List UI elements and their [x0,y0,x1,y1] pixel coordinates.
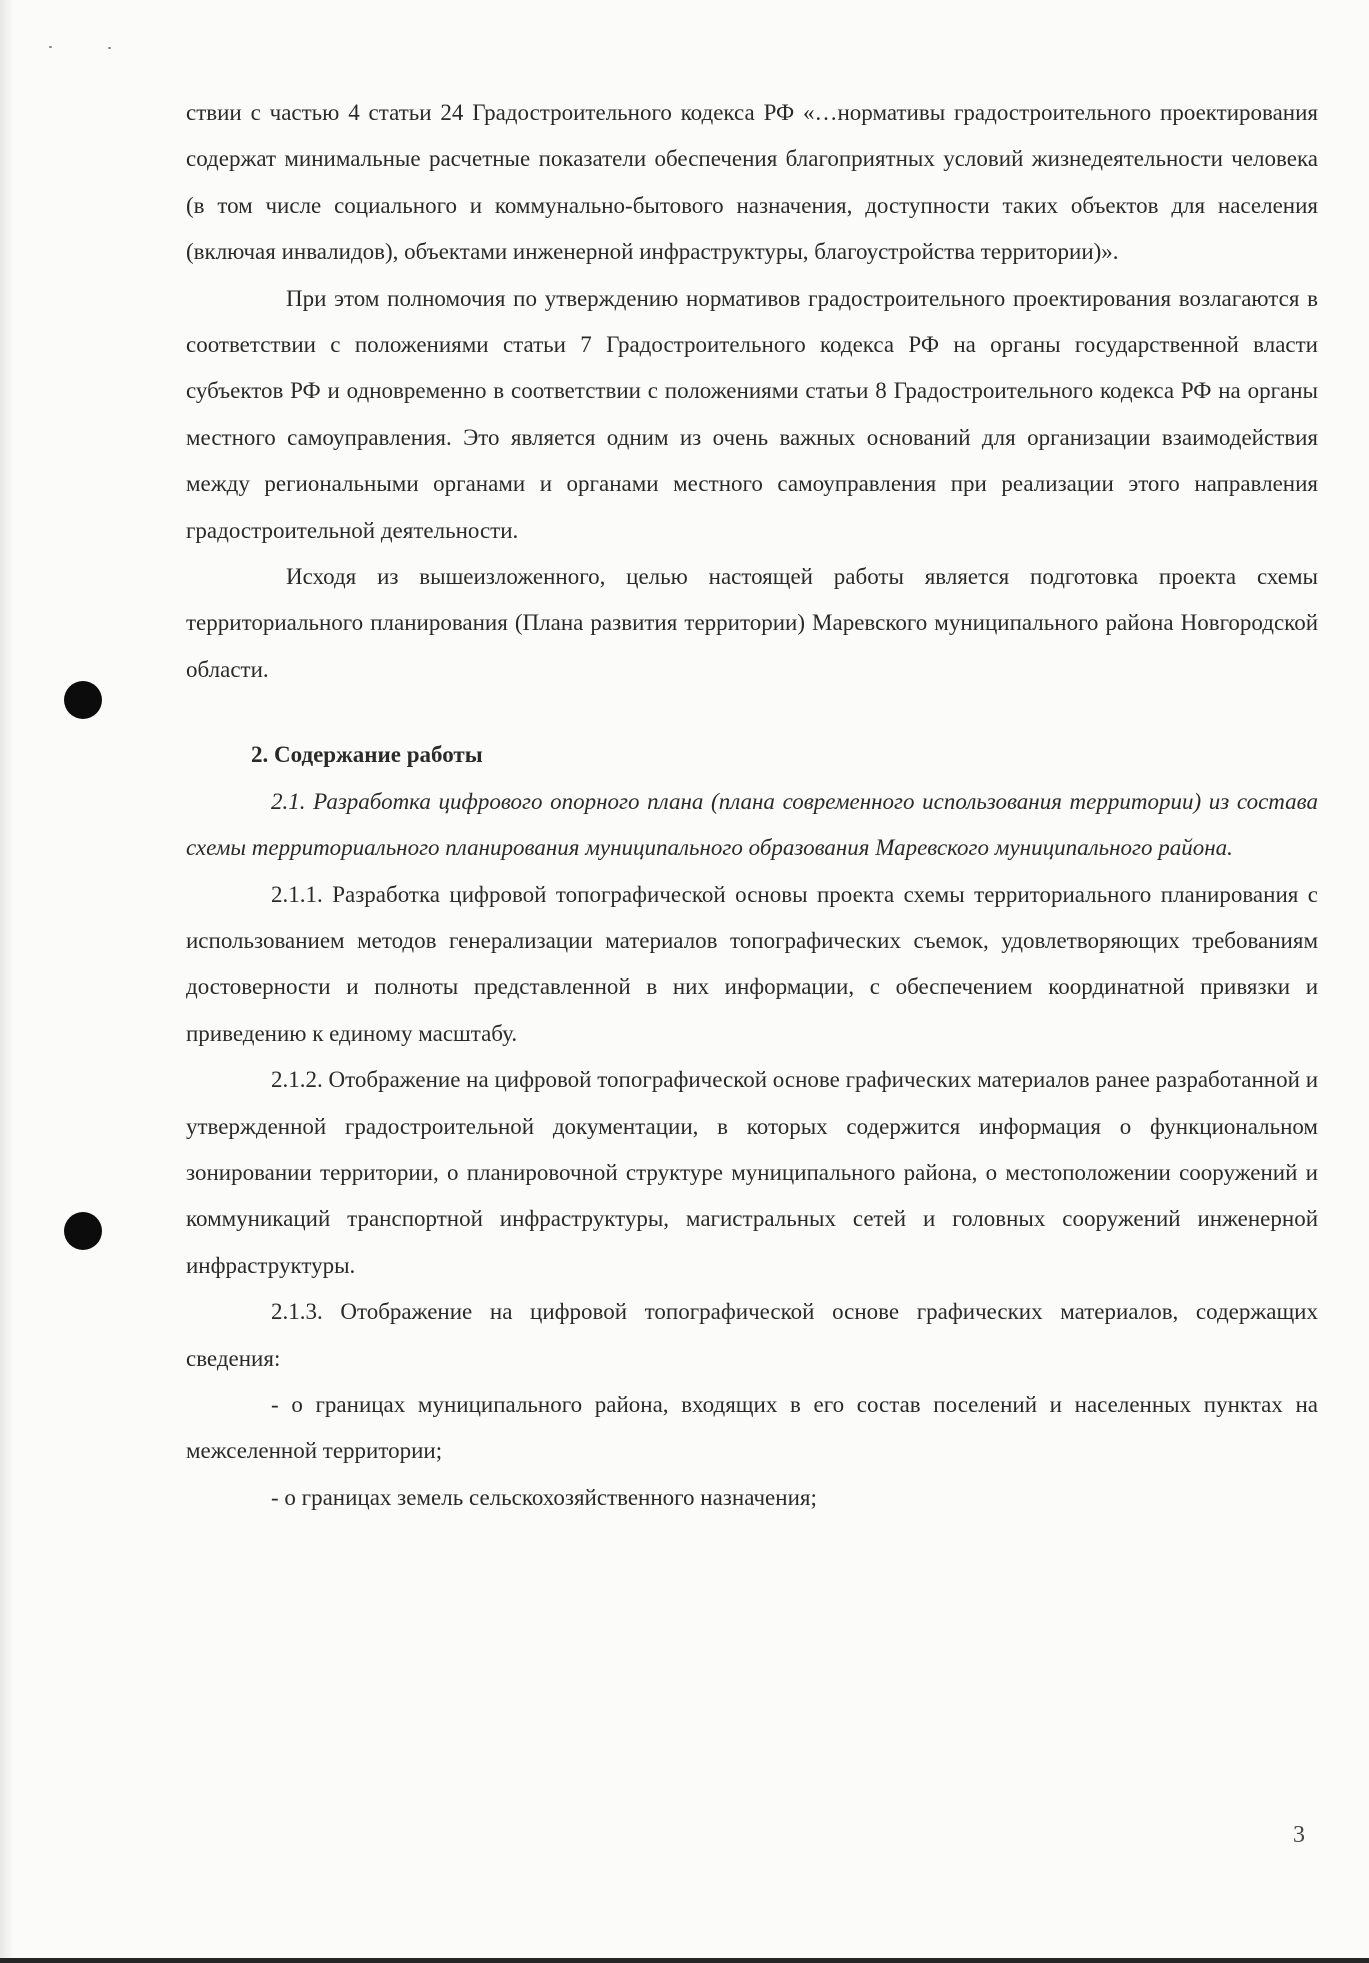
scan-bottom-edge [0,1958,1369,1963]
list-item: - о границах земель сельскохозяйственного назначения; [271,1484,817,1510]
paragraph: 2.1.2. Отображение на цифровой топографической основе графических материалов ранее разработанной и утвержденной градостроительной документации, в которых содержится информация о функциональном зонировании территории, о планировочной структуре муниципального района, о местоположении сооружений и коммуникаций транспортной инфраструктуры, магистральных сетей и головных сооружений инженерной инфраструктуры. [186,1067,1318,1278]
subsection-title: 2.1. Разработка цифрового опорного плана (плана современного использования территории) из состава схемы территориального планирования муниципального образования Маревского муниципального района. [186,788,1318,861]
list-item: - о границах муниципального района, входящих в его состав поселений и населенных пунктах на межселенной территории; [186,1391,1318,1464]
scan-speck [49,46,52,48]
paragraph: 2.1.1. Разработка цифровой топографической основы проекта схемы территориального планирования с использованием методов генерализации материалов топографических съемок, удовлетворяющих требованиям достоверности и полноты представленной в них информации, с обеспечением координатной привязки и приведению к единому масштабу. [186,881,1318,1046]
page-number: 3 [1293,1822,1305,1848]
document-body [186,90,1318,1521]
scan-speck [108,47,111,49]
paragraph: Исходя из вышеизложенного, целью настоящей работы является подготовка проекта схемы территориального планирования (Плана развития территории) Маревского муниципального района Новгородской области. [186,564,1318,682]
section-heading: 2. Содержание работы [251,742,483,768]
punch-hole [64,1212,102,1250]
paragraph: При этом полномочия по утверждению нормативов градостроительного проектирования возлагаются в соответствии с положениями статьи 7 Градостроительного кодекса РФ на органы государственной власти субъектов РФ и одновременно в соответствии с положениями статьи 8 Градостроительного кодекса РФ на органы местного самоуправления. Это является одним из очень важных оснований для организации взаимодействия между региональными органами и органами местного самоуправления при реализации этого направления градостроительной деятельности. [186,285,1318,543]
scan-edge-shadow [0,0,14,1963]
paragraph: ствии с частью 4 статьи 24 Градостроительного кодекса РФ «…нормативы градостроительного проектирования содержат минимальные расчетные показатели обеспечения благоприятных условий жизнедеятельности человека (в том числе социального и коммунально-бытового назначения, доступности таких объектов для населения (включая инвалидов), объектами инженерной инфраструктуры, благоустройства территории)». [186,100,1318,265]
paragraph: 2.1.3. Отображение на цифровой топографической основе графических материалов, содержащих сведения: [186,1299,1318,1371]
punch-hole [64,681,102,719]
section-spacer [186,693,1318,732]
